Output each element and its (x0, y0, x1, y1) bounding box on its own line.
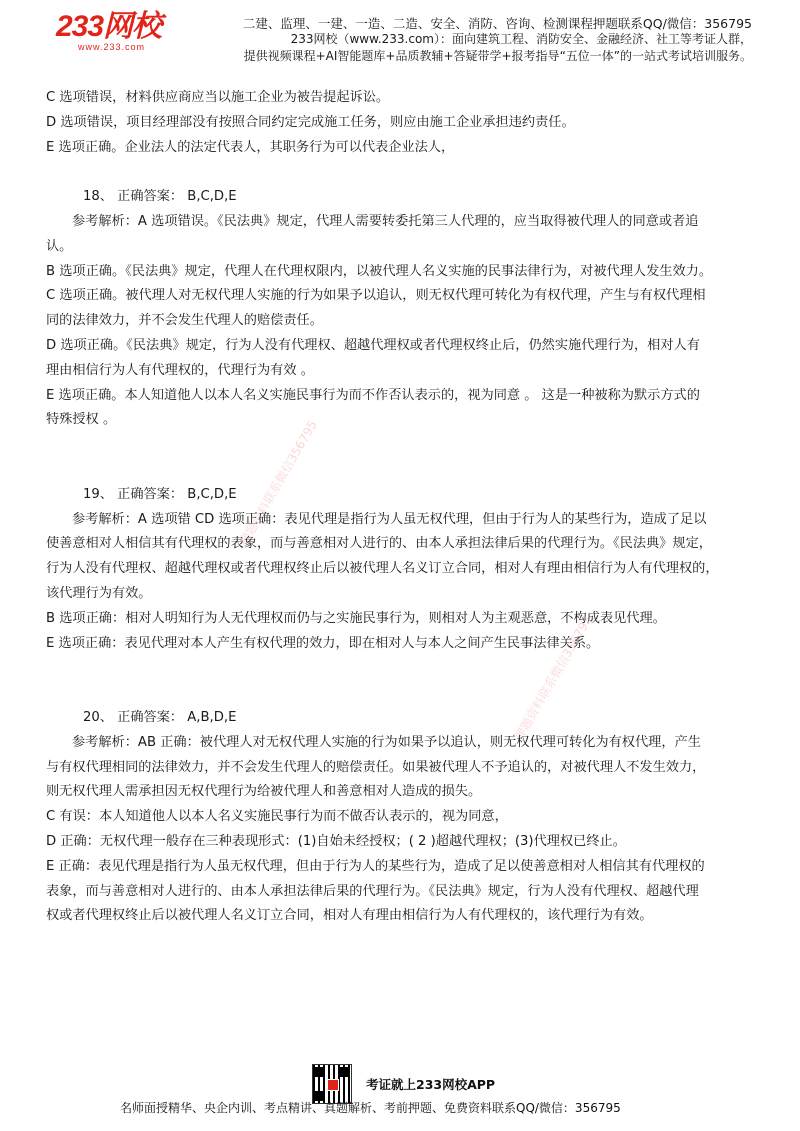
text-line: E 选项正确。本人知道他人以本人名义实施民事行为而不作否认表示的，视为同意 。 这是一种被称为默示方式的 (46, 387, 700, 403)
brand-logo (56, 10, 176, 52)
text-line: C 选项错误，材料供应商应当以施工企业为被告提起诉讼。 (46, 90, 390, 105)
page-footer (0, 1058, 800, 1131)
question-20-answer: 20、 正确答案： A,B,D,E (83, 709, 237, 725)
text-line: 则无权代理人需承担因无权代理行为给被代理人和善意相对人造成的损失。 (46, 784, 482, 800)
text-line: 理由相信行为人有代理权的，代理行为有效 。 (46, 362, 314, 378)
blank-line (46, 656, 761, 681)
header-line-3: 提供视频课程+AI智能题库+品质教辅+答疑带学+报考指导“五位一体”的一站式考试培训服务。 (243, 49, 752, 63)
logo-main-text: 233网校 (56, 10, 162, 43)
logo-sub-text: www.233.com (78, 42, 146, 52)
text-line: 表象，而与善意相对人进行的、由本人承担法律后果的代理行为。《民法典》规定，行为人没有代理权、超越代理 (46, 883, 699, 899)
text-line: E 选项正确：表见代理对本人产生有权代理的效力，即在相对人与本人之间产生民事法律关系。 (46, 635, 600, 651)
footer-tagline: 名师面授精华、央企内训、考点精讲、真题解析、考前押题、免费资料联系QQ/微信：356795 (120, 1101, 621, 1115)
text-line: D 选项正确。《民法典》规定，行为人没有代理权、超越代理权或者代理权终止后，仍然实施代理行为，相对人有 (46, 337, 700, 353)
analysis-18: 参考解析：A 选项错误。《民法典》规定，代理人需要转委托第三人代理的，应当取得被代理人的同意或者追 (72, 213, 699, 229)
text-line: B 选项正确：相对人明知行为人无代理权而仍与之实施民事行为，则相对人为主观恶意，不构成表见代理。 (46, 610, 666, 626)
text-line: 认。 (46, 238, 73, 254)
watermark-text: 押题资料联系微信356795 (511, 613, 595, 743)
document-body (46, 86, 761, 929)
blank-line (46, 160, 761, 185)
text-line: 该代理行为有效。 (46, 585, 152, 601)
header-line-1: 二建、监理、一建、一造、二造、安全、消防、咨询、检测课程押题联系QQ/微信：356795 (242, 16, 752, 31)
header-line-2: 233网校（www.233.com）：面向建筑工程、消防安全、金融经济、社工等考证人群， (290, 32, 752, 46)
question-18-answer: 18、 正确答案： B,C,D,E (83, 189, 237, 205)
qr-logo-icon (327, 1079, 339, 1091)
text-line: D 正确：无权代理一般存在三种表现形式：(1)自始未经授权；( 2 )超越代理权；(3)代理权已终止。 (46, 833, 626, 849)
qr-code-icon[interactable] (312, 1064, 352, 1104)
text-line: 同的法律效力，并不会发生代理人的赔偿责任。 (46, 313, 323, 329)
blank-line (46, 681, 761, 706)
question-19-answer: 19、 正确答案： B,C,D,E (83, 486, 237, 502)
blank-line (46, 458, 761, 483)
page-header (0, 0, 800, 80)
text-line: 权或者代理权终止后以被代理人名义订立合同，相对人有理由相信行为人有代理权的，该代理行为有效。 (46, 908, 653, 924)
text-line: 与有权代理相同的法律效力，并不会发生代理人的赔偿责任。如果被代理人不予追认的，对被代理人不发生效力， (46, 759, 706, 775)
blank-line (46, 433, 761, 458)
text-line: D 选项错误，项目经理部没有按照合同约定完成施工任务，则应由施工企业承担违约责任。 (46, 114, 575, 130)
text-line: 行为人没有代理权、超越代理权或者代理权终止后以被代理人名义订立合同，相对人有理由相信行为人有代理权的， (46, 561, 719, 577)
text-line: 使善意相对人相信其有代理权的表象，而与善意相对人进行的、由本人承担法律后果的代理行为。《民法典》规定， (46, 536, 712, 552)
text-line: C 选项正确。被代理人对无权代理人实施的行为如果予以追认，则无权代理可转化为有权代理，产生与有权代理相 (46, 288, 706, 304)
analysis-20: 参考解析：AB 正确：被代理人对无权代理人实施的行为如果予以追认，则无权代理可转化为有权代理，产生 (72, 734, 701, 750)
analysis-19: 参考解析：A 选项错 CD 选项正确：表见代理是指行为人虽无权代理，但由于行为人的某些行为，造成了足以 (72, 511, 707, 527)
watermark-text: 押题资料联系微信356795 (236, 418, 320, 548)
app-promo-text: 考证就上233网校APP (366, 1077, 496, 1092)
text-line: E 正确：表见代理是指行为人虽无权代理，但由于行为人的某些行为，造成了足以使善意相对人相信其有代理权的 (46, 858, 705, 874)
text-line: B 选项正确。《民法典》规定，代理人在代理权限内，以被代理人名义实施的民事法律行为，对被代理人发生效力。 (46, 263, 713, 279)
text-line: E 选项正确。企业法人的法定代表人，其职务行为可以代表企业法人， (46, 139, 455, 155)
text-line: 特殊授权 。 (46, 412, 117, 428)
text-line: C 有误：本人知道他人以本人名义实施民事行为而不做否认表示的，视为同意， (46, 809, 508, 825)
